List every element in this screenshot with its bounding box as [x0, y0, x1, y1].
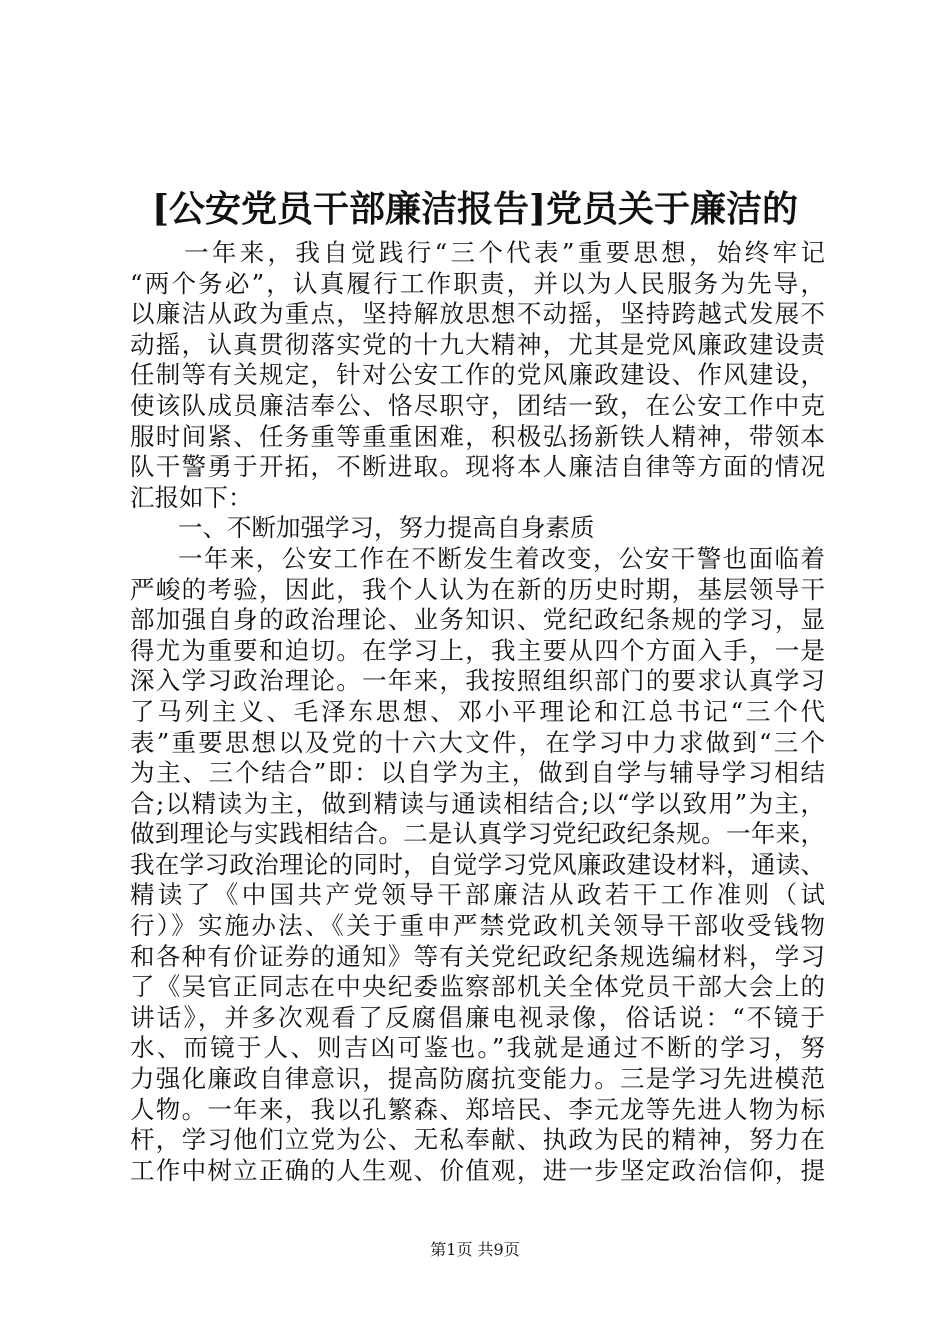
- paragraph-line: 使该队成员廉洁奉公、恪尽职守，团结一致，在公安工作中克: [130, 390, 825, 420]
- paragraph-line: 任制等有关规定，针对公安工作的党风廉政建设、作风建设，: [130, 360, 825, 390]
- paragraph-line: 行）》实施办法、《关于重申严禁党政机关领导干部收受钱物: [130, 911, 825, 941]
- paragraph-line: 了马列主义、毛泽东思想、邓小平理论和江总书记“三个代: [130, 696, 825, 726]
- paragraph-line: 水、而镜于人、则吉凶可鉴也。”我就是通过不断的学习，努: [130, 1033, 825, 1063]
- paragraph-line: 杆，学习他们立党为公、无私奉献、执政为民的精神，努力在: [130, 1125, 825, 1155]
- section-heading: 一、不断加强学习，努力提高自身素质: [178, 513, 595, 543]
- paragraph-line: 服时间紧、任务重等重重困难，积极弘扬新铁人精神，带领本: [130, 421, 825, 451]
- page-footer: 第1页 共9页: [430, 1240, 520, 1259]
- paragraph-line: 得尤为重要和迫切。在学习上，我主要从四个方面入手，一是: [130, 635, 825, 665]
- paragraph-line: 人物。一年来，我以孔繁森、郑培民、李元龙等先进人物为标: [130, 1094, 825, 1124]
- document-body: [130, 238, 825, 1186]
- paragraph-line: 做到理论与实践相结合。二是认真学习党纪政纪条规。一年来，: [130, 819, 825, 849]
- paragraph-line: 动摇，认真贯彻落实党的十九大精神，尤其是党风廉政建设责: [130, 329, 825, 359]
- paragraph-line: 为主、三个结合”即：以自学为主，做到自学与辅导学习相结: [130, 758, 825, 788]
- paragraph-line: 队干警勇于开拓，不断进取。现将本人廉洁自律等方面的情况: [130, 452, 825, 482]
- paragraph-line: 合;以精读为主，做到精读与通读相结合;以“学以致用”为主，: [130, 788, 825, 818]
- paragraph-line: 和各种有价证券的通知》等有关党纪政纪条规选编材料，学习: [130, 941, 825, 971]
- paragraph-line: 精读了《中国共产党领导干部廉洁从政若干工作准则（试: [130, 880, 825, 910]
- paragraph-line: 一年来，公安工作在不断发生着改变，公安干警也面临着: [178, 543, 825, 573]
- paragraph-line: “两个务必”，认真履行工作职责，并以为人民服务为先导，: [130, 268, 825, 298]
- paragraph-line: 了《吴官正同志在中央纪委监察部机关全体党员干部大会上的: [130, 972, 825, 1002]
- paragraph-line: 工作中树立正确的人生观、价值观，进一步坚定政治信仰，提: [130, 1155, 825, 1185]
- paragraph-line: 部加强自身的政治理论、业务知识、党纪政纪条规的学习，显: [130, 605, 825, 635]
- paragraph-line: 严峻的考验，因此，我个人认为在新的历史时期，基层领导干: [130, 574, 825, 604]
- document-title: [公安党员干部廉洁报告]党员关于廉洁的: [151, 188, 799, 230]
- paragraph-line: 讲话》，并多次观看了反腐倡廉电视录像，俗话说：“不镜于: [130, 1002, 825, 1032]
- paragraph-line: 以廉洁从政为重点，坚持解放思想不动摇，坚持跨越式发展不: [130, 299, 825, 329]
- paragraph-line: 力强化廉政自律意识，提高防腐抗变能力。三是学习先进模范: [130, 1064, 825, 1094]
- paragraph-line: 汇报如下：: [130, 482, 253, 512]
- paragraph-line: 深入学习政治理论。一年来，我按照组织部门的要求认真学习: [130, 666, 825, 696]
- paragraph-line: 表”重要思想以及党的十六大文件，在学习中力求做到“三个: [130, 727, 825, 757]
- paragraph-line: 一年来，我自觉践行“三个代表”重要思想，始终牢记: [184, 238, 825, 267]
- paragraph-line: 我在学习政治理论的同时，自觉学习党风廉政建设材料，通读、: [130, 849, 825, 879]
